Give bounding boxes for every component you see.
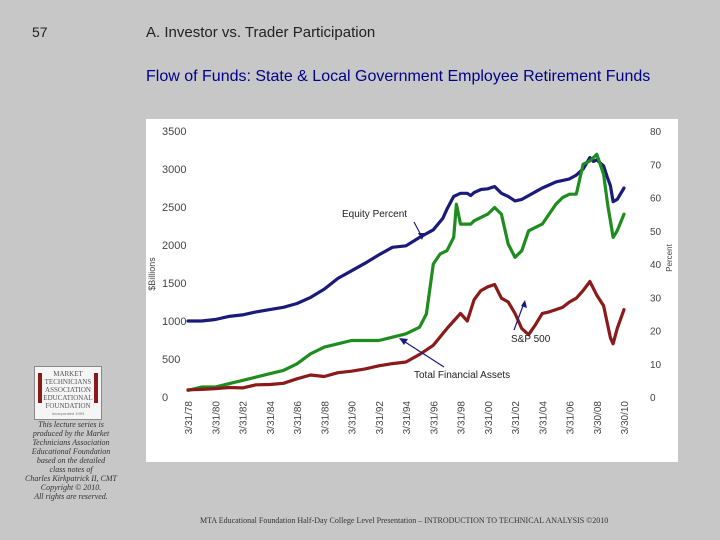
x-tick-label: 3/31/06	[565, 401, 577, 435]
x-tick-label: 3/31/02	[511, 401, 522, 435]
y-right-axis-title: Percent	[665, 244, 674, 272]
x-tick-label: 3/31/92	[374, 401, 386, 435]
x-tick-label: 3/31/82	[238, 401, 250, 435]
x-tick-label: 3/31/94	[402, 401, 413, 435]
footer: MTA Educational Foundation Half-Day College Level Presentation – INTRODUCTION TO TECHNICAL ANALYSIS ©2010	[200, 516, 609, 525]
x-tick-label: 3/30/10	[620, 401, 631, 435]
x-tick-label: 3/31/00	[483, 401, 495, 435]
y-right-tick-label: 80	[650, 127, 662, 138]
y-left-tick-label: 2000	[162, 240, 187, 252]
y-left-tick-label: 500	[162, 354, 181, 366]
y-left-tick-label: 3000	[162, 164, 187, 176]
y-left-axis-title: $Billions	[147, 257, 157, 291]
y-left-tick-label: 1500	[162, 278, 187, 290]
series-line-equity-percent	[188, 154, 624, 390]
slide-number: 57	[32, 24, 48, 40]
series-line-total-financial-assets	[188, 158, 624, 321]
x-tick-label: 3/31/78	[184, 401, 195, 435]
y-right-tick-label: 30	[650, 293, 662, 305]
annotation-total-financial-assets: Total Financial Assets	[414, 370, 511, 381]
y-left-tick-label: 1000	[162, 316, 187, 328]
y-right-tick-label: 10	[650, 359, 662, 371]
series-line-s-p-500	[188, 282, 624, 390]
annotation-sp500: S&P 500	[511, 334, 551, 345]
section-title: A. Investor vs. Trader Participation	[146, 24, 376, 41]
y-right-tick-label: 60	[650, 193, 662, 205]
y-right-tick-label: 40	[650, 260, 662, 271]
y-left-tick-label: 2500	[162, 202, 187, 214]
y-right-tick-label: 0	[650, 393, 656, 404]
chart	[146, 119, 678, 462]
mta-foundation-logo	[34, 366, 102, 420]
annotation-equity-percent: Equity Percent	[342, 209, 408, 220]
x-tick-label: 3/31/90	[347, 401, 359, 435]
y-left-tick-label: 3500	[162, 126, 187, 138]
logo-right-bar	[94, 373, 98, 403]
y-right-tick-label: 70	[650, 160, 662, 172]
x-tick-label: 3/31/86	[293, 401, 304, 435]
chart-title: Flow of Funds: State & Local Government Employee Retirement Funds	[146, 68, 651, 85]
x-tick-label: 3/31/98	[456, 401, 468, 435]
annotation-tfa-arrowhead	[399, 338, 408, 345]
y-right-tick-label: 50	[650, 226, 662, 238]
logo-since: Incorporated 1993	[51, 411, 85, 416]
logo-text: MARKET TECHNICIANS ASSOCIATION EDUCATIONAL FOUNDATION	[43, 370, 93, 410]
annotation-tfa-arrow-line	[402, 340, 444, 367]
x-tick-label: 3/30/08	[592, 401, 604, 435]
annotation-sp500-arrowhead	[521, 300, 527, 308]
y-right-tick-label: 20	[650, 326, 662, 338]
x-tick-label: 3/31/96	[429, 401, 441, 435]
x-tick-label: 3/31/80	[211, 401, 223, 435]
y-left-tick-label: 0	[162, 392, 169, 404]
chart-panel	[146, 119, 678, 462]
x-tick-label: 3/31/84	[265, 401, 277, 435]
x-tick-label: 3/31/88	[320, 401, 332, 435]
x-tick-label: 3/31/04	[538, 401, 550, 435]
copyright-note: This lecture series is produced by the Market Technicians Association Educational Foundation based on the detailed class notes of Charles Kirkpatrick II, CMT Copyright © 2010. All rights are reserved.	[25, 420, 117, 501]
